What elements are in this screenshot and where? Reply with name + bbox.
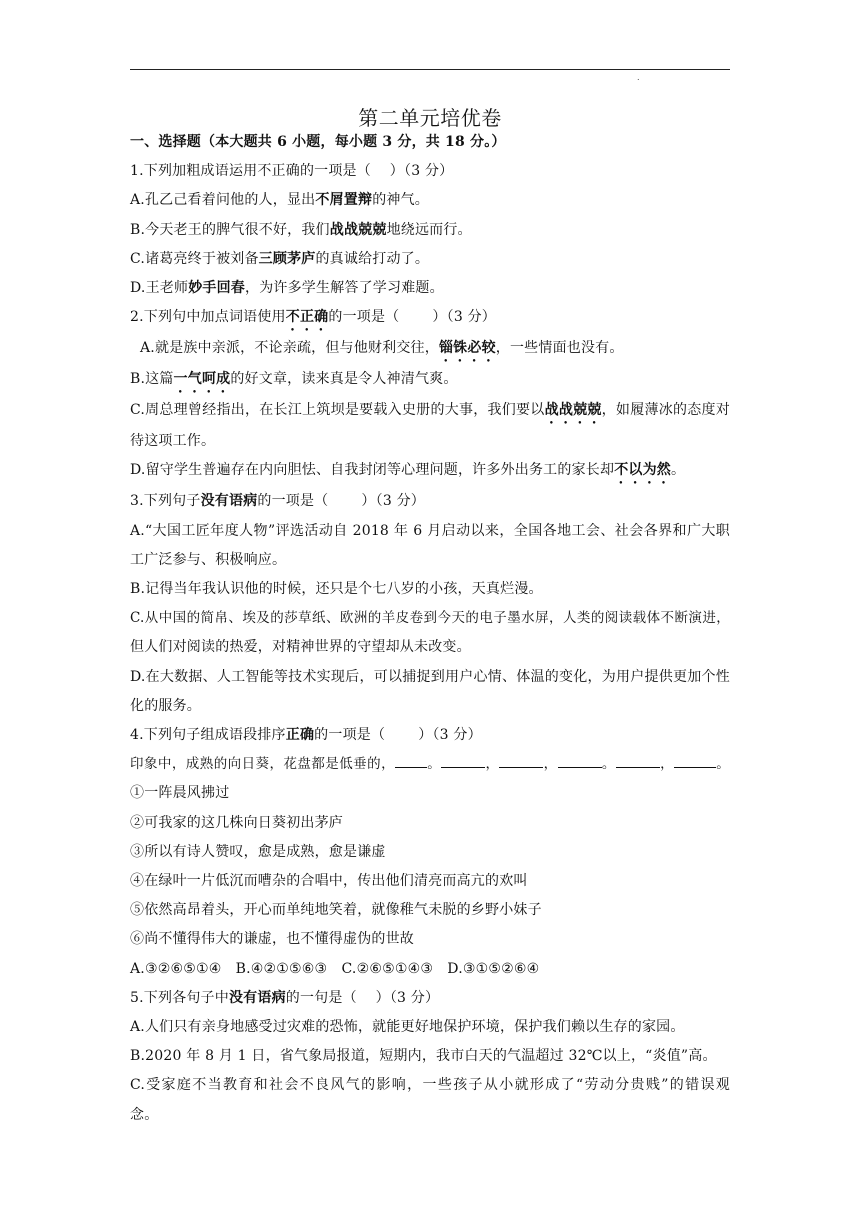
punctuation: ， xyxy=(485,756,500,773)
stem-text: 的一项是（ ）（3 分） xyxy=(314,727,482,744)
question-4-passage xyxy=(130,750,730,779)
header-rule xyxy=(130,69,730,70)
question-3-option-c-line-1: C.从中国的简帛、埃及的莎草纸、欧洲的羊皮卷到今天的电子墨水屏，人类的阅读载体不断演进， xyxy=(130,610,730,627)
option-text: B.今天老王的脾气很不好，我们 xyxy=(130,221,330,238)
answer-blank xyxy=(616,753,660,768)
option-text: ，如履薄冰的态度对 xyxy=(601,402,730,419)
question-4-item-5: ⑤依然高昂着头，开心而单纯地笑着，就像稚气未脱的乡野小妹子 xyxy=(130,902,542,919)
option-text: 的好文章，读来真是令人神清气爽。 xyxy=(230,371,458,388)
question-3-option-a-line-2: 工广泛参与、积极响应。 xyxy=(130,551,287,568)
bold-idiom: 战战兢兢 xyxy=(329,221,387,238)
question-4-options: A.③②⑥⑤①④ B.④②①⑤⑥③ C.②⑥⑤①④③ D.③①⑤②⑥④ xyxy=(130,960,540,977)
question-3-option-d-line-1: D.在大数据、人工智能等技术实现后，可以捕捉到用户心情、体温的变化，为用户提供更加个性 xyxy=(130,668,730,685)
option-text: 的神气。 xyxy=(372,192,429,209)
stem-text: 5.下列各句子中 xyxy=(130,989,229,1006)
option-text: A.就是族中亲派，不论亲疏，但与他财利交往， xyxy=(140,340,439,357)
answer-blank xyxy=(499,753,543,768)
option-text: 的真诚给打动了。 xyxy=(315,250,430,267)
stem-text: 的一项是（ ）（3 分） xyxy=(328,309,496,326)
question-1-option-d xyxy=(130,274,730,303)
option-text: ，为许多学生解答了学习难题。 xyxy=(245,280,444,297)
question-4-item-3: ③所以有诗人赞叹，愈是成熟，愈是谦虚 xyxy=(130,843,386,860)
question-5-option-c-line-1: C.受家庭不当教育和社会不良风气的影响，一些孩子从小就形成了“劳动分贵贱”的错误观 xyxy=(130,1077,730,1094)
option-text: C.诸葛亮终于被刘备 xyxy=(130,250,259,267)
stem-text: 2.下列句中加点词语使用 xyxy=(130,309,286,326)
question-5-option-c-line-2: 念。 xyxy=(130,1106,159,1123)
option-text: A.孔乙己看着问他的人，显出 xyxy=(130,192,316,209)
question-3-option-a-line-1: A.“大国工匠年度人物”评选活动自 2018 年 6 月启动以来，全国各地工会、社会各界和广大职 xyxy=(130,522,730,539)
bold-idiom: 不屑置辩 xyxy=(315,192,373,209)
question-3-option-d-line-2: 化的服务。 xyxy=(130,697,201,714)
emphasis-term: 没有语病 xyxy=(228,989,286,1006)
bold-idiom: 三顾茅庐 xyxy=(258,250,316,267)
question-4-item-4: ④在绿叶一片低沉而嘈杂的合唱中，传出他们清亮而高亢的欢叫 xyxy=(130,873,528,890)
punctuation: ， xyxy=(659,756,675,773)
question-1-option-a xyxy=(130,186,730,215)
question-2-option-c-line-1 xyxy=(130,396,730,427)
question-2-stem xyxy=(130,303,730,334)
question-1-stem: 1.下列加粗成语运用不正确的一项是（ ）（3 分） xyxy=(130,163,454,180)
question-4-item-2: ②可我家的这几株向日葵初出茅庐 xyxy=(130,814,343,831)
dotted-term: 锱铢必较 xyxy=(438,340,496,357)
answer-blank xyxy=(441,753,485,768)
question-2-option-b xyxy=(130,365,730,396)
question-5-option-b: B.2020 年 8 月 1 日，省气象局报道，短期内，我市白天的气温超过 32℃以上，“炎值”高。 xyxy=(130,1048,717,1065)
punctuation: 。 xyxy=(601,756,616,773)
answer-blank xyxy=(674,753,716,768)
punctuation: 。 xyxy=(716,756,730,773)
question-2-option-d xyxy=(130,456,730,487)
emphasis-term: 不正确 xyxy=(285,309,329,326)
question-4-stem xyxy=(130,721,730,750)
option-text: D.留守学生普遍存在内向胆怯、自我封闭等心理问题，许多外出务工的家长却 xyxy=(130,462,615,479)
answer-blank xyxy=(395,753,427,768)
dotted-term: 不以为然 xyxy=(614,462,671,479)
question-4-item-6: ⑥尚不懂得伟大的谦虚，也不懂得虚伪的世故 xyxy=(130,931,414,948)
punctuation: ， xyxy=(543,756,558,773)
option-text: 地绕远而行。 xyxy=(386,221,472,238)
option-text: B.这篇 xyxy=(130,371,174,388)
punctuation: 。 xyxy=(427,756,442,773)
section-heading: 一、选择题（本大题共 6 小题，每小题 3 分，共 18 分。） xyxy=(130,134,506,150)
option-text: ，一些情面也没有。 xyxy=(495,340,624,357)
question-4-item-1: ①一阵晨风拂过 xyxy=(130,785,230,802)
option-text: D.王老师 xyxy=(130,280,189,297)
question-3-option-b: B.记得当年我认识他的时候，还只是个七八岁的小孩，天真烂漫。 xyxy=(130,581,543,598)
option-text: C.周总理曾经指出，在长江上筑坝是要载入史册的大事，我们要以 xyxy=(130,402,545,419)
question-5-option-a: A.人们只有亲身地感受过灾难的恐怖，就能更好地保护环境，保护我们赖以生存的家园。 xyxy=(130,1019,685,1036)
emphasis-term: 正确 xyxy=(285,727,315,744)
question-2-option-c-line-2: 待这项工作。 xyxy=(130,433,216,450)
question-3-stem xyxy=(130,487,730,516)
header-mark: . xyxy=(637,73,640,82)
question-2-option-a xyxy=(130,334,730,365)
question-5-stem xyxy=(130,984,730,1013)
stem-text: 的一项是（ ）（3 分） xyxy=(257,493,425,510)
question-3-option-c-line-2: 但人们对阅读的热爱，对精神世界的守望却从未改变。 xyxy=(130,639,471,656)
dotted-term: 一气呵成 xyxy=(173,371,231,388)
answer-blank xyxy=(558,753,602,768)
stem-text: 3.下列句子 xyxy=(130,493,201,510)
page-title: 第二单元培优卷 xyxy=(358,106,502,130)
question-1-option-b xyxy=(130,216,730,245)
question-1-option-c xyxy=(130,245,730,274)
passage-text: 印象中，成熟的向日葵，花盘都是低垂的， xyxy=(130,756,396,773)
emphasis-term: 没有语病 xyxy=(200,493,258,510)
stem-text: 的一句是（ ）（3 分） xyxy=(285,989,440,1006)
option-text: 。 xyxy=(671,462,686,479)
bold-idiom: 妙手回春 xyxy=(188,280,245,297)
document-body xyxy=(130,128,730,1130)
stem-text: 4.下列句子组成语段排序 xyxy=(130,727,286,744)
dotted-term: 战战兢兢 xyxy=(544,402,602,419)
